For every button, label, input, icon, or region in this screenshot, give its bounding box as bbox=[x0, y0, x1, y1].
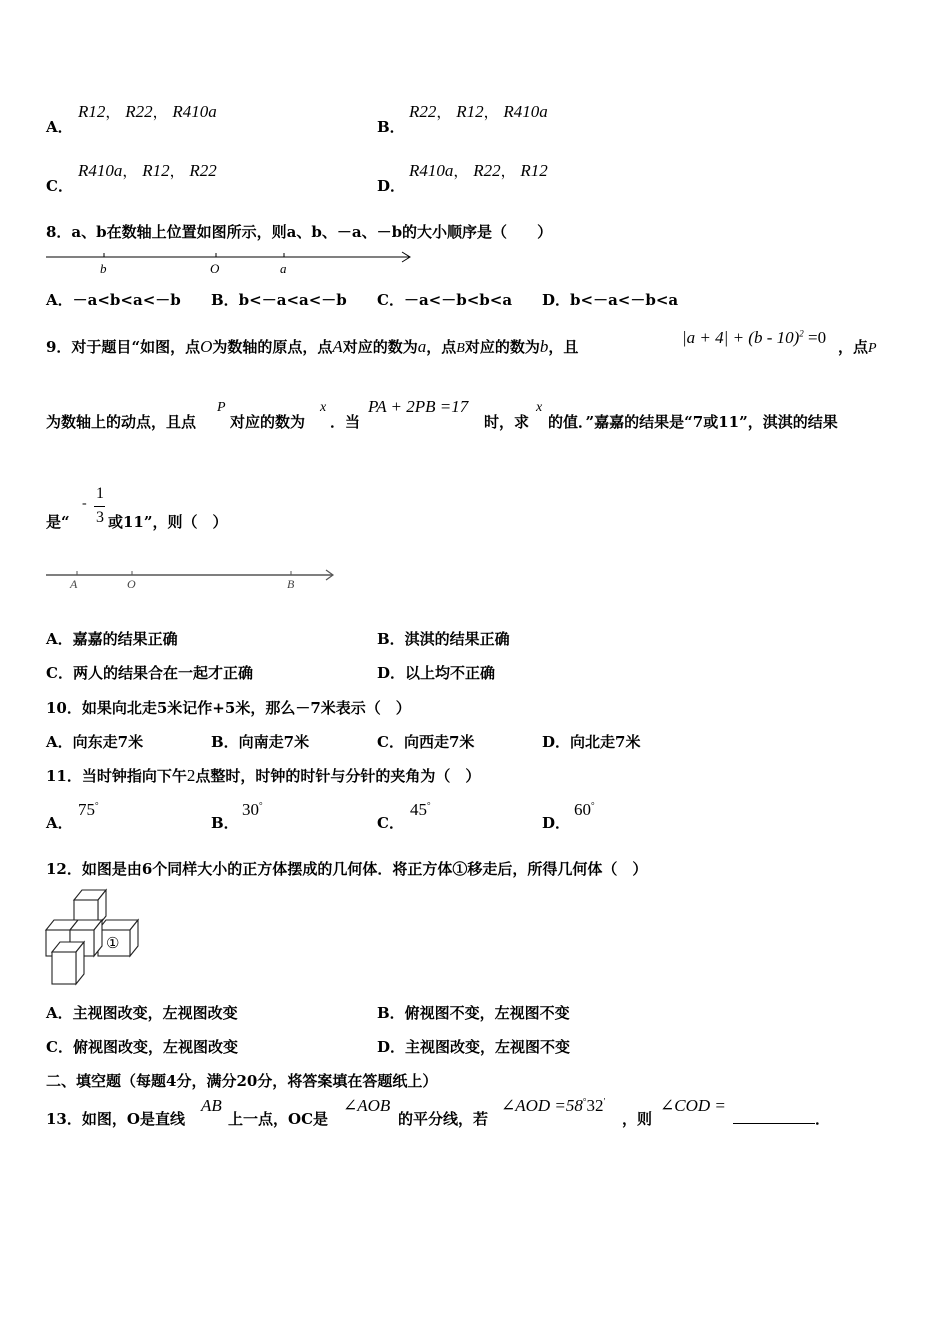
q13-eq: ∠AOD =58 bbox=[501, 1096, 583, 1115]
q9-var-o: O bbox=[200, 337, 213, 356]
q9-fraction-denominator: 3 bbox=[96, 509, 104, 526]
q11-option-c-label: C． bbox=[377, 814, 404, 832]
q8-option-b[interactable]: B．b<－a<a<－b bbox=[211, 291, 347, 309]
q11-option-b-label: B． bbox=[211, 814, 239, 832]
q9-var-b-point: B bbox=[456, 341, 465, 356]
q9-fraction-bar bbox=[94, 506, 105, 507]
q9-eq-exponent: 2 bbox=[799, 328, 804, 339]
q7-option-c-label: C． bbox=[46, 177, 73, 195]
q11-stem bbox=[46, 765, 480, 786]
q7-d-term-1: R410a bbox=[409, 161, 454, 180]
q10-option-d[interactable]: D．向北走7米 bbox=[542, 733, 641, 751]
q9-eq-body: |a + 4| + (b - 10) bbox=[682, 328, 800, 347]
q8-stem: 8．a、b在数轴上位置如图所示，则a、b、－a、－b的大小顺序是（ ） bbox=[46, 223, 553, 241]
q9-stem-line-3-end: 或11”，则（ ） bbox=[108, 513, 228, 531]
q11-text: 点整时，时钟的时针与分针的夹角为（ ） bbox=[195, 767, 481, 785]
comma: ， bbox=[169, 162, 185, 180]
q11-option-c[interactable] bbox=[410, 800, 431, 820]
q12-option-c[interactable]: C．俯视图改变，左视图改变 bbox=[46, 1038, 238, 1056]
q9-fraction-minus: - bbox=[82, 496, 87, 511]
q9-stem-line-2-find: 时，求 bbox=[484, 413, 530, 431]
q13-text-4: ，则 bbox=[622, 1110, 653, 1128]
q9-option-d[interactable]: D．以上均不正确 bbox=[377, 664, 496, 682]
q9-equation bbox=[682, 328, 826, 348]
q9-axis-label-b: B bbox=[287, 577, 295, 591]
q7-b-term-1: R22 bbox=[409, 102, 437, 121]
q7-b-term-2: R12 bbox=[456, 102, 484, 121]
q9-stem-line-1-end bbox=[838, 336, 877, 357]
q9-text: 9．对于题目“如图，点 bbox=[46, 338, 201, 356]
q9-text: ，且 bbox=[548, 338, 579, 356]
q7-b-term-3: R410a bbox=[503, 102, 548, 121]
q13-text-1: 13．如图，O是直线 bbox=[46, 1110, 185, 1128]
q13-end: ． bbox=[815, 1110, 831, 1128]
q12-option-d[interactable]: D．主视图改变，左视图不变 bbox=[377, 1038, 571, 1056]
q7-option-a[interactable] bbox=[78, 101, 217, 122]
q8-option-a[interactable]: A．－a<b<a<－b bbox=[46, 291, 181, 309]
comma: ， bbox=[483, 103, 499, 121]
q7-option-d[interactable] bbox=[409, 160, 548, 181]
minute-mark: ′ bbox=[603, 1096, 606, 1107]
q12-option-b[interactable]: B．俯视图不变，左视图不变 bbox=[377, 1004, 570, 1022]
q9-var-a: a bbox=[417, 337, 427, 356]
q9-option-b[interactable]: B．淇淇的结果正确 bbox=[377, 630, 510, 648]
q7-option-c[interactable] bbox=[78, 160, 217, 181]
q11-text: 11．当时钟指向下午 bbox=[46, 767, 187, 785]
q12-stem: 12．如图是由6个同样大小的正方体摆成的几何体．将正方体①移走后，所得几何体（ ） bbox=[46, 860, 648, 878]
section-heading: 二、填空题（每题4分，满分20分，将答案填在答题纸上） bbox=[46, 1072, 438, 1090]
q13-line-ab: AB bbox=[201, 1096, 222, 1115]
q7-d-term-2: R22 bbox=[473, 161, 501, 180]
q11-option-d[interactable] bbox=[574, 800, 595, 820]
q9-stem-line-2-when: ．当 bbox=[330, 413, 361, 431]
q7-option-d-label: D． bbox=[377, 177, 406, 195]
q9-stem-line-2-start: 为数轴上的动点，且点 bbox=[46, 413, 197, 431]
q9-stem-line-3-start: 是“ bbox=[46, 513, 70, 531]
q13-given-angle bbox=[501, 1096, 605, 1116]
q13-angle-aob: ∠AOB bbox=[343, 1096, 391, 1115]
degree-mark: ° bbox=[582, 1096, 587, 1107]
comma: ， bbox=[105, 103, 121, 121]
degree-mark: ° bbox=[95, 800, 99, 811]
q11-c-value: 45 bbox=[410, 800, 427, 819]
q9-var-p-2: P bbox=[217, 400, 226, 415]
q7-a-term-3: R410a bbox=[172, 102, 217, 121]
q9-condition-equation: PA + 2PB =17 bbox=[368, 397, 469, 416]
q9-axis-label-a: A bbox=[70, 577, 78, 591]
q9-var-a-point: A bbox=[332, 337, 343, 356]
q8-option-d[interactable]: D．b<－a<－b<a bbox=[542, 291, 679, 309]
comma: ， bbox=[436, 103, 452, 121]
q12-option-a[interactable]: A．主视图改变，左视图改变 bbox=[46, 1004, 238, 1022]
q9-option-a[interactable]: A．嘉嘉的结果正确 bbox=[46, 630, 178, 648]
q9-fraction-numerator: 1 bbox=[96, 485, 104, 502]
q10-stem: 10．如果向北走5米记作+5米，那么－7米表示（ ） bbox=[46, 699, 411, 717]
degree-mark: ° bbox=[259, 800, 263, 811]
q7-option-b[interactable] bbox=[409, 101, 548, 122]
q9-text: 对应的数为 bbox=[464, 338, 540, 356]
q8-axis-label-o: O bbox=[210, 261, 220, 276]
q9-eq-end: =0 bbox=[803, 328, 827, 347]
q13-minutes: 32 bbox=[586, 1096, 604, 1115]
q9-stem-line-2-mid: 对应的数为 bbox=[230, 413, 306, 431]
q11-option-b[interactable] bbox=[242, 800, 263, 820]
q13-text-3: 的平分线，若 bbox=[398, 1110, 489, 1128]
q12-cube-label: ① bbox=[106, 936, 120, 952]
q9-text: 对应的数为 bbox=[342, 338, 418, 356]
q9-stem-line-2-end: 的值．”嘉嘉的结果是“7或11”，淇淇的结果 bbox=[548, 413, 838, 431]
q8-axis-label-b: b bbox=[100, 261, 107, 276]
q13-answer-blank[interactable] bbox=[733, 1108, 830, 1129]
q9-var-x: x bbox=[320, 400, 327, 415]
q10-option-b[interactable]: B．向南走7米 bbox=[211, 733, 310, 751]
q9-var-p: P bbox=[868, 341, 877, 356]
q13-ask-angle: ∠COD = bbox=[660, 1096, 726, 1115]
q7-option-b-label: B． bbox=[377, 118, 405, 136]
q11-a-value: 75 bbox=[78, 800, 95, 819]
q11-option-a[interactable] bbox=[78, 800, 99, 820]
q7-c-term-3: R22 bbox=[189, 161, 217, 180]
comma: ， bbox=[500, 162, 516, 180]
q11-b-value: 30 bbox=[242, 800, 259, 819]
q11-d-value: 60 bbox=[574, 800, 591, 819]
q9-stem-line-1 bbox=[46, 336, 578, 357]
q7-a-term-1: R12 bbox=[78, 102, 106, 121]
q11-option-d-label: D． bbox=[542, 814, 571, 832]
q9-var-x-2: x bbox=[536, 400, 543, 415]
q10-option-a[interactable]: A．向东走7米 bbox=[46, 733, 144, 751]
q10-option-c[interactable]: C．向西走7米 bbox=[377, 733, 475, 751]
q7-c-term-2: R12 bbox=[142, 161, 170, 180]
comma: ， bbox=[453, 162, 469, 180]
q9-var-b: b bbox=[539, 337, 549, 356]
q9-text: 为数轴的原点，点 bbox=[212, 338, 333, 356]
q7-d-term-3: R12 bbox=[520, 161, 548, 180]
q8-axis-label-a: a bbox=[280, 261, 287, 276]
q9-axis-label-o: O bbox=[127, 577, 136, 591]
q9-number-line bbox=[44, 565, 339, 591]
comma: ， bbox=[122, 162, 138, 180]
q13-text-2: 上一点，OC是 bbox=[228, 1110, 329, 1128]
q7-a-term-2: R22 bbox=[125, 102, 153, 121]
q9-option-c[interactable]: C．两人的结果合在一起才正确 bbox=[46, 664, 253, 682]
q11-option-a-label: A． bbox=[46, 814, 73, 832]
q9-text: ，点 bbox=[426, 338, 457, 356]
q9-text: ，点 bbox=[838, 338, 869, 356]
q8-option-c[interactable]: C．－a<－b<b<a bbox=[377, 291, 513, 309]
q12-cube-figure bbox=[44, 886, 144, 986]
degree-mark: ° bbox=[427, 800, 431, 811]
q8-number-line bbox=[44, 247, 416, 277]
degree-mark: ° bbox=[591, 800, 595, 811]
q7-c-term-1: R410a bbox=[78, 161, 123, 180]
q7-option-a-label: A． bbox=[46, 118, 73, 136]
q11-hour: 2 bbox=[186, 766, 196, 785]
comma: ， bbox=[152, 103, 168, 121]
